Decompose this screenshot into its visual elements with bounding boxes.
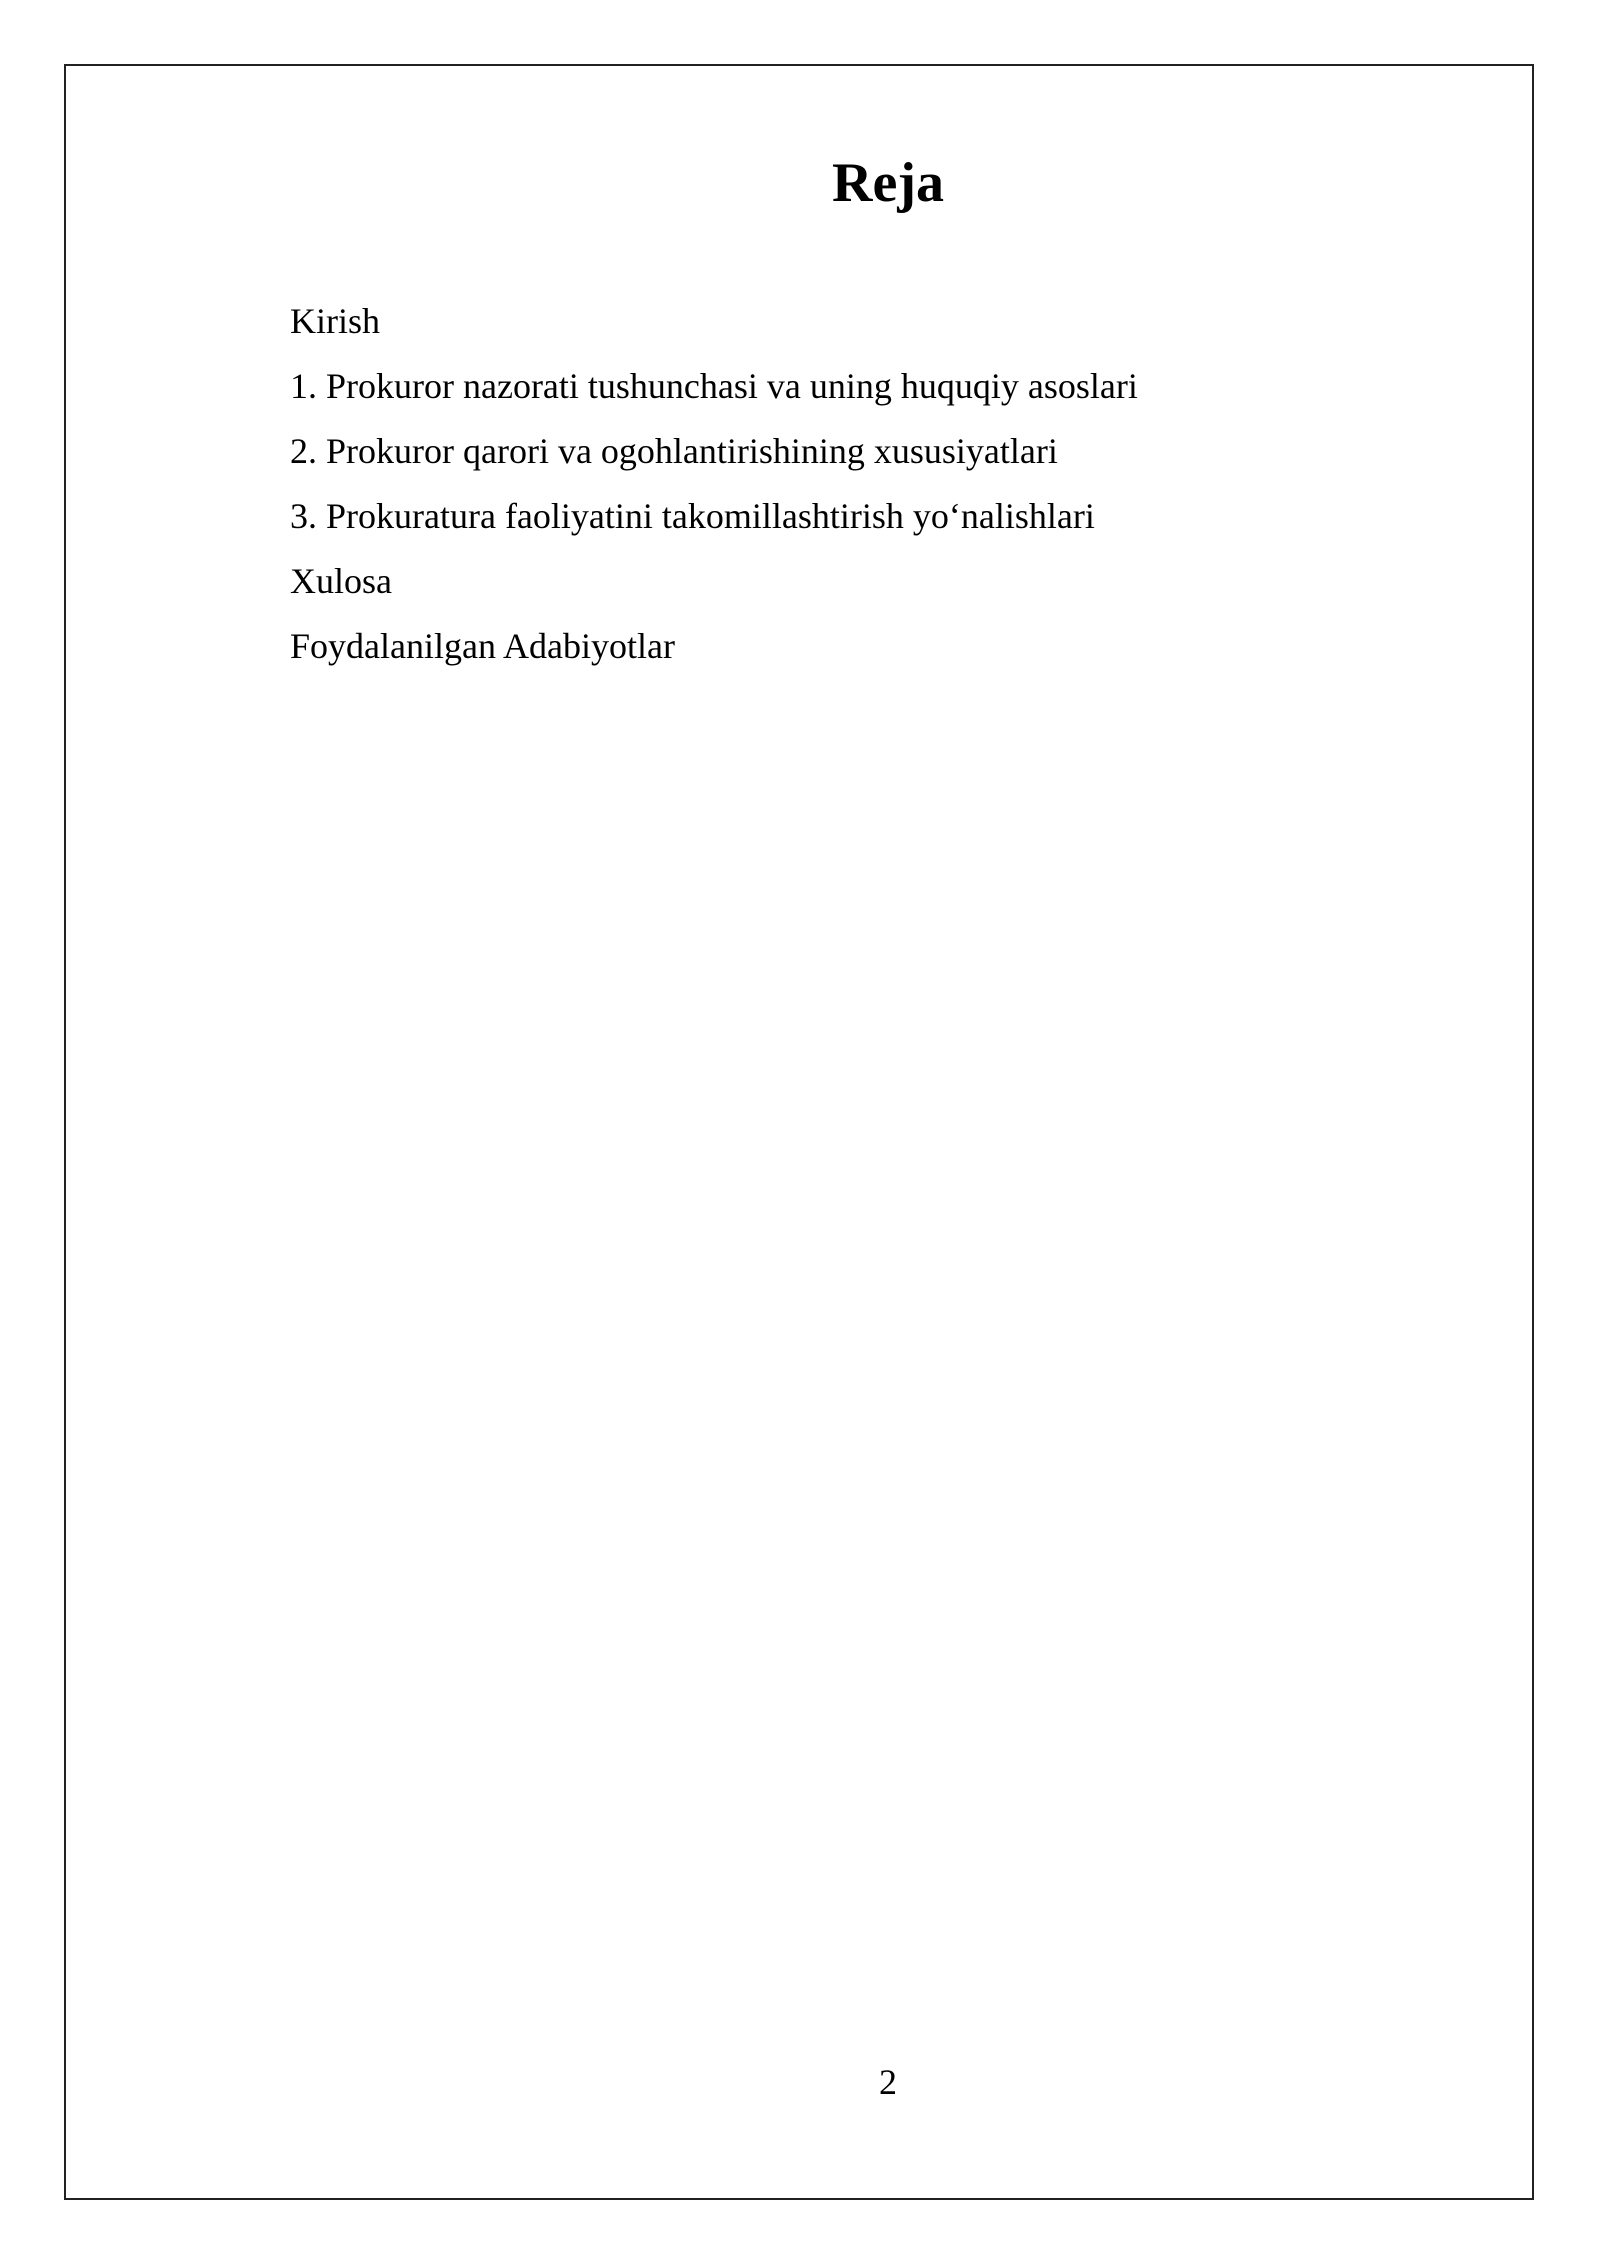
plan-item-chapter-3: 3. Prokuratura faoliyatini takomillashtirish yo‘nalishlari [290, 496, 1095, 536]
plan-item-introduction: Kirish [290, 301, 380, 341]
plan-item-chapter-1: 1. Prokuror nazorati tushunchasi va uning huquqiy asoslari [290, 366, 1138, 406]
page-title: Reja [832, 152, 944, 214]
plan-list [290, 289, 1138, 679]
plan-item-conclusion: Xulosa [290, 561, 392, 601]
plan-item-chapter-2: 2. Prokuror qarori va ogohlantirishining xususiyatlari [290, 431, 1058, 471]
page-number: 2 [879, 2062, 897, 2102]
plan-item-references: Foydalanilgan Adabiyotlar [290, 626, 675, 666]
